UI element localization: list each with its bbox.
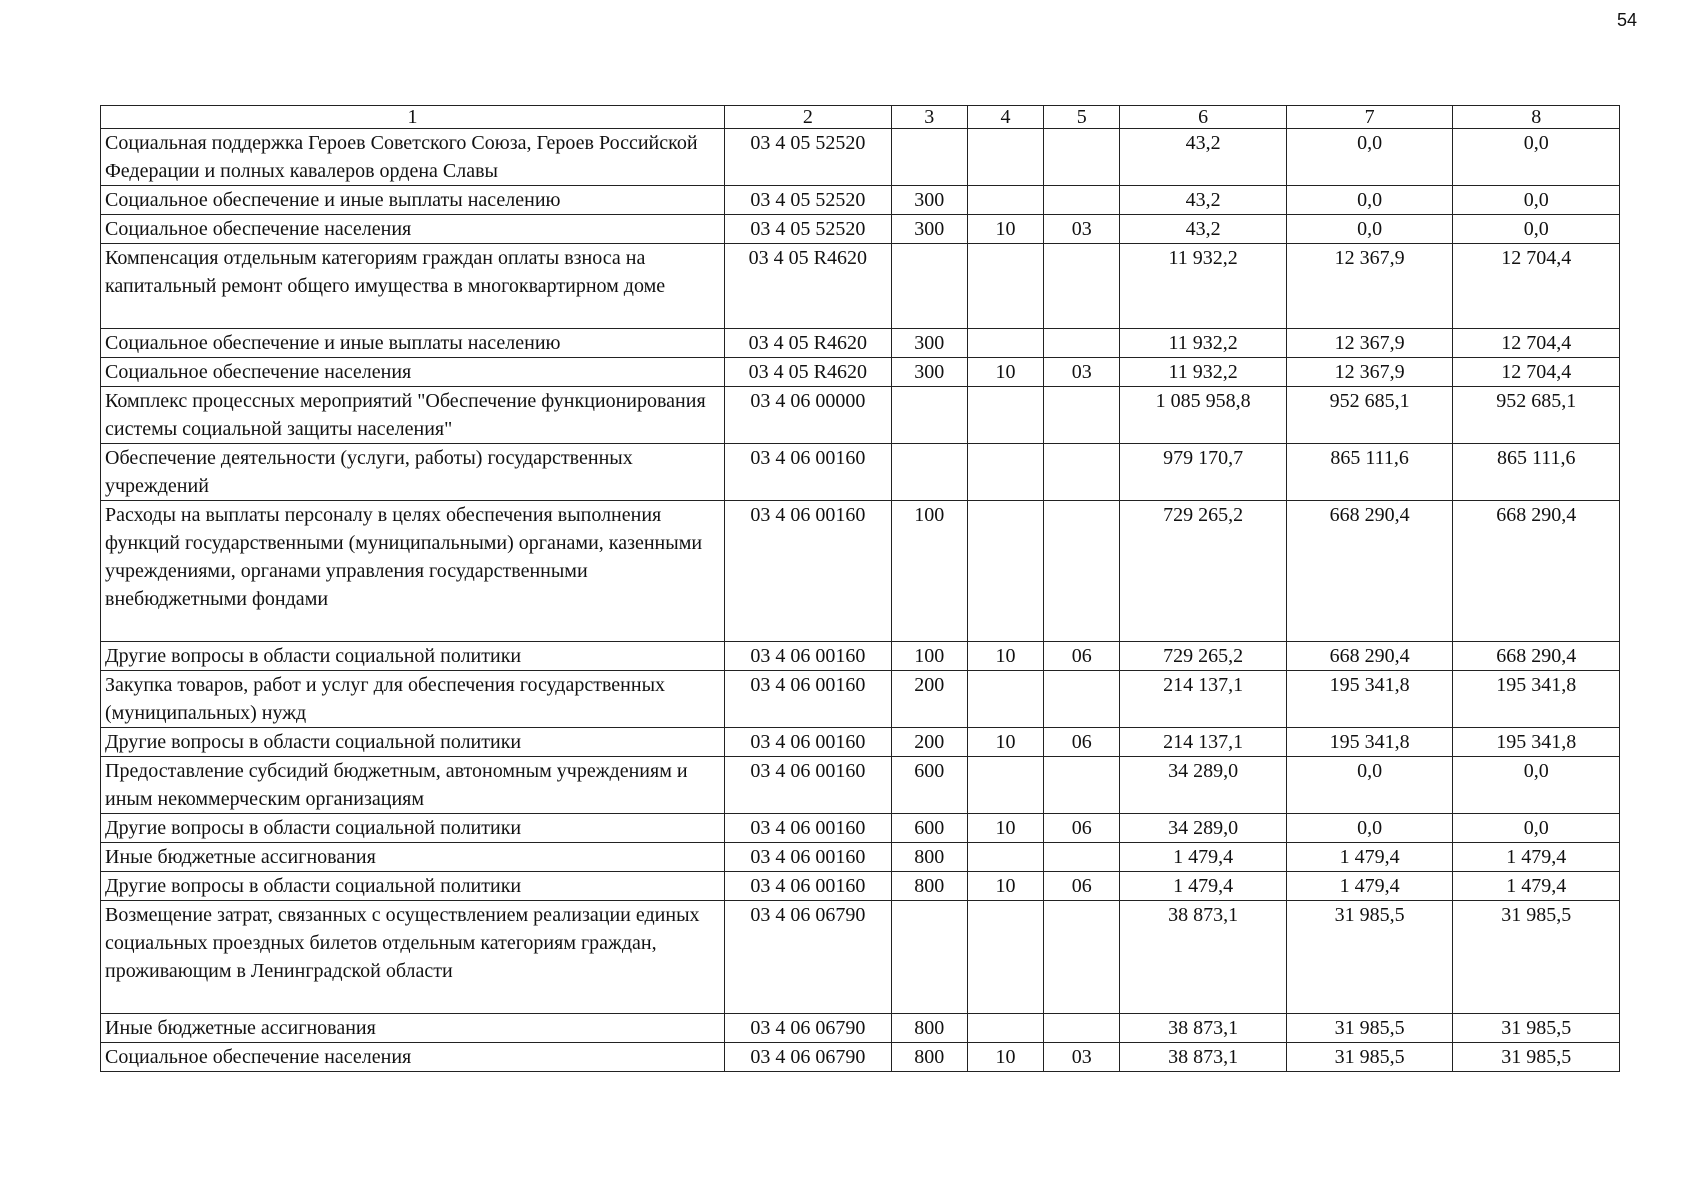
row-section: 10: [967, 215, 1043, 244]
row-expense-type: [891, 901, 967, 1014]
row-name: Социальное обеспечение и иные выплаты населению: [101, 329, 725, 358]
row-value-7: 12 367,9: [1286, 244, 1453, 329]
table-row: [101, 1014, 1620, 1043]
table-row: [101, 671, 1620, 728]
row-expense-type: [891, 387, 967, 444]
row-expense-type: 800: [891, 843, 967, 872]
row-value-6: 34 289,0: [1120, 814, 1287, 843]
row-value-6: 43,2: [1120, 186, 1287, 215]
budget-table-container: [100, 105, 1620, 1072]
row-subsection: 03: [1044, 215, 1120, 244]
row-section: 10: [967, 1043, 1043, 1072]
row-value-7: 0,0: [1286, 814, 1453, 843]
row-value-8: 12 704,4: [1453, 358, 1620, 387]
row-section: 10: [967, 728, 1043, 757]
column-header: 3: [891, 106, 967, 129]
row-name: Комплекс процессных мероприятий "Обеспечение функционирования системы социальной защиты населения": [101, 387, 725, 444]
row-value-7: 0,0: [1286, 129, 1453, 186]
row-name: Возмещение затрат, связанных с осуществлением реализации единых социальных проездных билетов отдельным категориям граждан, проживающим в Ленинградской области: [101, 901, 725, 1014]
row-subsection: 06: [1044, 642, 1120, 671]
row-code: 03 4 05 R4620: [725, 244, 892, 329]
row-code: 03 4 06 00160: [725, 728, 892, 757]
row-value-8: 0,0: [1453, 757, 1620, 814]
row-value-8: 952 685,1: [1453, 387, 1620, 444]
row-expense-type: [891, 129, 967, 186]
row-value-8: 0,0: [1453, 215, 1620, 244]
table-row: [101, 501, 1620, 642]
table-row: [101, 642, 1620, 671]
row-value-6: 43,2: [1120, 215, 1287, 244]
table-row: [101, 1043, 1620, 1072]
row-value-8: 668 290,4: [1453, 501, 1620, 642]
row-subsection: [1044, 244, 1120, 329]
row-value-6: 729 265,2: [1120, 642, 1287, 671]
row-value-6: 34 289,0: [1120, 757, 1287, 814]
row-value-6: 214 137,1: [1120, 728, 1287, 757]
row-code: 03 4 06 00160: [725, 814, 892, 843]
row-section: [967, 901, 1043, 1014]
row-code: 03 4 06 06790: [725, 901, 892, 1014]
row-value-7: 1 479,4: [1286, 843, 1453, 872]
row-value-6: 214 137,1: [1120, 671, 1287, 728]
row-value-7: 195 341,8: [1286, 728, 1453, 757]
row-value-7: 0,0: [1286, 215, 1453, 244]
table-row: [101, 186, 1620, 215]
row-value-7: 12 367,9: [1286, 358, 1453, 387]
table-row: [101, 387, 1620, 444]
row-code: 03 4 06 00000: [725, 387, 892, 444]
row-expense-type: 600: [891, 757, 967, 814]
row-value-7: 0,0: [1286, 186, 1453, 215]
row-value-6: 11 932,2: [1120, 244, 1287, 329]
row-section: [967, 1014, 1043, 1043]
table-row: [101, 872, 1620, 901]
row-value-8: 0,0: [1453, 129, 1620, 186]
row-section: [967, 843, 1043, 872]
row-value-7: 865 111,6: [1286, 444, 1453, 501]
row-value-8: 865 111,6: [1453, 444, 1620, 501]
row-subsection: [1044, 329, 1120, 358]
row-expense-type: 100: [891, 501, 967, 642]
column-header: 4: [967, 106, 1043, 129]
row-value-7: 31 985,5: [1286, 1014, 1453, 1043]
row-code: 03 4 06 00160: [725, 671, 892, 728]
row-section: 10: [967, 814, 1043, 843]
table-row: [101, 358, 1620, 387]
row-subsection: 06: [1044, 872, 1120, 901]
row-section: [967, 186, 1043, 215]
row-code: 03 4 06 00160: [725, 444, 892, 501]
row-value-6: 11 932,2: [1120, 329, 1287, 358]
row-subsection: 03: [1044, 1043, 1120, 1072]
row-value-8: 0,0: [1453, 186, 1620, 215]
row-value-7: 952 685,1: [1286, 387, 1453, 444]
row-expense-type: 300: [891, 358, 967, 387]
row-section: [967, 671, 1043, 728]
row-value-8: 195 341,8: [1453, 728, 1620, 757]
row-subsection: [1044, 843, 1120, 872]
table-header-row: [101, 106, 1620, 129]
row-value-8: 12 704,4: [1453, 329, 1620, 358]
table-row: [101, 843, 1620, 872]
table-row: [101, 814, 1620, 843]
table-row: [101, 329, 1620, 358]
row-name: Обеспечение деятельности (услуги, работы) государственных учреждений: [101, 444, 725, 501]
table-row: [101, 901, 1620, 1014]
row-value-7: 0,0: [1286, 757, 1453, 814]
row-section: [967, 244, 1043, 329]
column-header: 2: [725, 106, 892, 129]
column-header: 7: [1286, 106, 1453, 129]
row-value-8: 1 479,4: [1453, 843, 1620, 872]
row-value-8: 31 985,5: [1453, 1014, 1620, 1043]
row-subsection: [1044, 444, 1120, 501]
row-section: [967, 444, 1043, 501]
row-code: 03 4 06 00160: [725, 501, 892, 642]
row-value-7: 12 367,9: [1286, 329, 1453, 358]
row-value-6: 729 265,2: [1120, 501, 1287, 642]
row-value-7: 1 479,4: [1286, 872, 1453, 901]
row-subsection: [1044, 501, 1120, 642]
table-row: [101, 215, 1620, 244]
row-expense-type: 800: [891, 1014, 967, 1043]
row-name: Закупка товаров, работ и услуг для обеспечения государственных (муниципальных) нужд: [101, 671, 725, 728]
row-name: Другие вопросы в области социальной политики: [101, 814, 725, 843]
row-value-6: 979 170,7: [1120, 444, 1287, 501]
row-name: Предоставление субсидий бюджетным, автономным учреждениям и иным некоммерческим организациям: [101, 757, 725, 814]
table-row: [101, 728, 1620, 757]
row-section: 10: [967, 358, 1043, 387]
row-subsection: [1044, 387, 1120, 444]
row-subsection: [1044, 901, 1120, 1014]
row-subsection: 06: [1044, 728, 1120, 757]
row-value-6: 11 932,2: [1120, 358, 1287, 387]
row-section: [967, 129, 1043, 186]
row-name: Другие вопросы в области социальной политики: [101, 642, 725, 671]
row-value-6: 38 873,1: [1120, 901, 1287, 1014]
row-value-8: 31 985,5: [1453, 1043, 1620, 1072]
row-value-7: 668 290,4: [1286, 501, 1453, 642]
row-expense-type: 800: [891, 872, 967, 901]
row-name: Другие вопросы в области социальной политики: [101, 872, 725, 901]
row-value-8: 1 479,4: [1453, 872, 1620, 901]
row-value-6: 38 873,1: [1120, 1043, 1287, 1072]
row-code: 03 4 05 R4620: [725, 358, 892, 387]
row-section: [967, 501, 1043, 642]
column-header: 8: [1453, 106, 1620, 129]
row-value-8: 12 704,4: [1453, 244, 1620, 329]
row-expense-type: 200: [891, 728, 967, 757]
row-value-7: 31 985,5: [1286, 1043, 1453, 1072]
row-name: Социальная поддержка Героев Советского Союза, Героев Российской Федерации и полных кавалеров ордена Славы: [101, 129, 725, 186]
row-subsection: [1044, 129, 1120, 186]
row-code: 03 4 06 00160: [725, 843, 892, 872]
row-name: Социальное обеспечение населения: [101, 358, 725, 387]
row-section: 10: [967, 642, 1043, 671]
row-value-8: 668 290,4: [1453, 642, 1620, 671]
row-expense-type: 600: [891, 814, 967, 843]
row-code: 03 4 06 00160: [725, 872, 892, 901]
row-value-8: 195 341,8: [1453, 671, 1620, 728]
page-number: 54: [1616, 10, 1637, 30]
row-expense-type: [891, 444, 967, 501]
row-name: Другие вопросы в области социальной политики: [101, 728, 725, 757]
column-header: 1: [101, 106, 725, 129]
row-value-6: 1 479,4: [1120, 843, 1287, 872]
column-header: 5: [1044, 106, 1120, 129]
row-value-6: 38 873,1: [1120, 1014, 1287, 1043]
row-code: 03 4 06 00160: [725, 757, 892, 814]
row-code: 03 4 06 06790: [725, 1043, 892, 1072]
row-section: [967, 757, 1043, 814]
row-code: 03 4 06 06790: [725, 1014, 892, 1043]
row-name: Иные бюджетные ассигнования: [101, 843, 725, 872]
row-code: 03 4 05 52520: [725, 186, 892, 215]
row-name: Социальное обеспечение населения: [101, 1043, 725, 1072]
row-section: [967, 387, 1043, 444]
table-row: [101, 129, 1620, 186]
row-section: [967, 329, 1043, 358]
row-subsection: [1044, 186, 1120, 215]
row-expense-type: 800: [891, 1043, 967, 1072]
row-subsection: [1044, 671, 1120, 728]
row-name: Расходы на выплаты персоналу в целях обеспечения выполнения функций государственными (муниципальными) органами, казенными учреждениями, органами управления государственными внебюджетными фондами: [101, 501, 725, 642]
row-name: Компенсация отдельным категориям граждан оплаты взноса на капитальный ремонт общего имущества в многоквартирном доме: [101, 244, 725, 329]
budget-table: [100, 105, 1620, 1072]
row-value-6: 1 085 958,8: [1120, 387, 1287, 444]
row-code: 03 4 05 R4620: [725, 329, 892, 358]
table-row: [101, 244, 1620, 329]
row-code: 03 4 05 52520: [725, 129, 892, 186]
row-value-8: 0,0: [1453, 814, 1620, 843]
row-value-7: 668 290,4: [1286, 642, 1453, 671]
table-row: [101, 757, 1620, 814]
row-value-7: 195 341,8: [1286, 671, 1453, 728]
row-name: Социальное обеспечение и иные выплаты населению: [101, 186, 725, 215]
row-value-6: 43,2: [1120, 129, 1287, 186]
row-subsection: 06: [1044, 814, 1120, 843]
row-expense-type: [891, 244, 967, 329]
row-expense-type: 100: [891, 642, 967, 671]
row-subsection: [1044, 1014, 1120, 1043]
row-subsection: [1044, 757, 1120, 814]
row-value-8: 31 985,5: [1453, 901, 1620, 1014]
row-value-7: 31 985,5: [1286, 901, 1453, 1014]
row-subsection: 03: [1044, 358, 1120, 387]
row-code: 03 4 05 52520: [725, 215, 892, 244]
column-header: 6: [1120, 106, 1287, 129]
row-expense-type: 300: [891, 329, 967, 358]
row-expense-type: 300: [891, 186, 967, 215]
table-row: [101, 444, 1620, 501]
row-name: Социальное обеспечение населения: [101, 215, 725, 244]
row-expense-type: 200: [891, 671, 967, 728]
row-name: Иные бюджетные ассигнования: [101, 1014, 725, 1043]
row-section: 10: [967, 872, 1043, 901]
row-expense-type: 300: [891, 215, 967, 244]
row-code: 03 4 06 00160: [725, 642, 892, 671]
row-value-6: 1 479,4: [1120, 872, 1287, 901]
